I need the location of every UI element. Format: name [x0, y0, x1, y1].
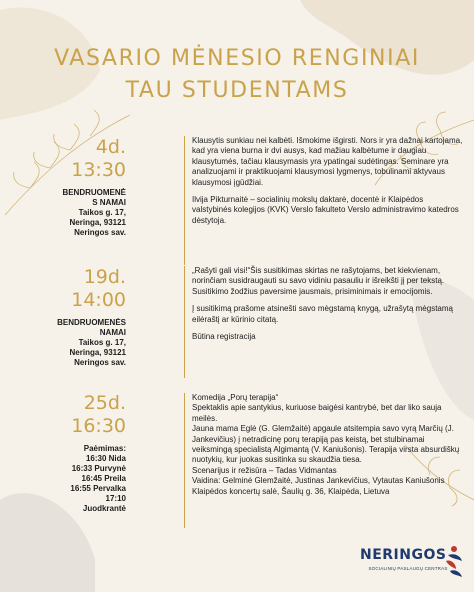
event-1-description [192, 136, 464, 233]
divider-line [184, 136, 185, 265]
event-3-when [0, 392, 176, 514]
divider-line [184, 266, 185, 378]
event-paragraph: Klausytis sunkiau nei kalbėti. Išmokime išgirsti. Nors ir yra dažnai kartojama, kad yra viena burna ir dvi ausys, kad mažiau kalbėtume ir daugiau klausytumės, tačiau klausymasis yra ypatingai sudėtingas. Seminare yra analizuojami ir praktikuojami klausymosi lygmenys, tobulinami aktyvaus klausymosi įgūdžiai. [192, 136, 463, 187]
event-3-description [192, 393, 464, 497]
logo-name: NERINGOS [360, 547, 447, 563]
event-paragraph: Ilvija Pikturnaitė – socialinių mokslų daktarė, docentė ir Klaipėdos valstybinės kolegijos (KVK) Verslo fakulteto Verslo administravimo katedros dėstytoja. [192, 195, 459, 225]
event-2-description [192, 266, 464, 349]
event-date: 4d. [95, 136, 126, 158]
event-location: BENDRUOMENĖS NAMAI Taikos g. 17, Neringa, 93121 Neringos sav. [57, 318, 126, 367]
event-date: 19d. [83, 266, 126, 288]
page-title-line2: TAU STUDENTAMS [125, 78, 349, 103]
event-paragraph: „Rašyti gali visi!“Šis susitikimas skirtas ne rašytojams, bet kiekvienam, norinčiam susidraugauti su savo vidiniu pasauliu ir išreikšti jį per tekstą. Susitikimo žodžius paversime jausmais, prisiminimais ir emocijomis. [192, 266, 445, 296]
page-title-line1: VASARIO MĖNESIO RENGINIAI [54, 46, 420, 71]
event-date: 25d. [83, 392, 126, 414]
neringos-logo [360, 543, 466, 583]
event-time: 16:30 [71, 415, 126, 437]
people-emblem-icon [444, 545, 466, 581]
event-time: 14:00 [71, 289, 126, 311]
event-paragraph: Spektaklis apie santykius, kuriuose baigėsi kantrybė, bet dar liko sauja meilės. [192, 403, 442, 423]
event-paragraph: Jauna mama Eglė (G. Glemžaitė) apgaule atsitempia savo vyrą Marčių (J. Jankevičius) į netradicinę porų terapiją pas keistą, bet stulbinamai veiksmingą specialistą Algimantą (V. Kaniušonis). Terapija virsta absurdiškų nuotykių, kur juokas susitinka su skaudžia tiesa. [192, 424, 460, 465]
logo-subtitle: SOCIALINIŲ PASLAUGŲ CENTRAS [368, 566, 448, 571]
event-paragraph: Būtina registracija [192, 332, 256, 342]
event-paragraph: Vaidina: Gelminė Glemžaitė, Justinas Jankevičius, Vytautas Kaniušonis [192, 476, 445, 486]
event-paragraph: Klaipėdos koncertų salė, Šaulių g. 36, Klaipėda, Lietuva [192, 486, 390, 496]
event-2-when [0, 266, 176, 368]
event-paragraph: Scenarijus ir režisūra – Tadas Vidmantas [192, 465, 337, 475]
divider-line [184, 393, 185, 528]
event-location: BENDRUOMENĖ S NAMAI Taikos g. 17, Neringa, 93121 Neringos sav. [62, 188, 126, 237]
event-paragraph: Komedija „Porų terapija“ [192, 393, 279, 402]
event-pickup-schedule: Paėmimas: 16:30 Nida 16:33 Purvynė 16:45 Preila 16:55 Pervalka 17:10 Juodkrantė [70, 444, 126, 513]
event-1-when [0, 136, 176, 238]
event-paragraph: Į susitikimą prašome atsinešti savo mėgstamą knygą, užrašytą mėgstamą eilėraštį ar kūrinio citatą. [192, 304, 453, 324]
event-time: 13:30 [71, 159, 126, 181]
